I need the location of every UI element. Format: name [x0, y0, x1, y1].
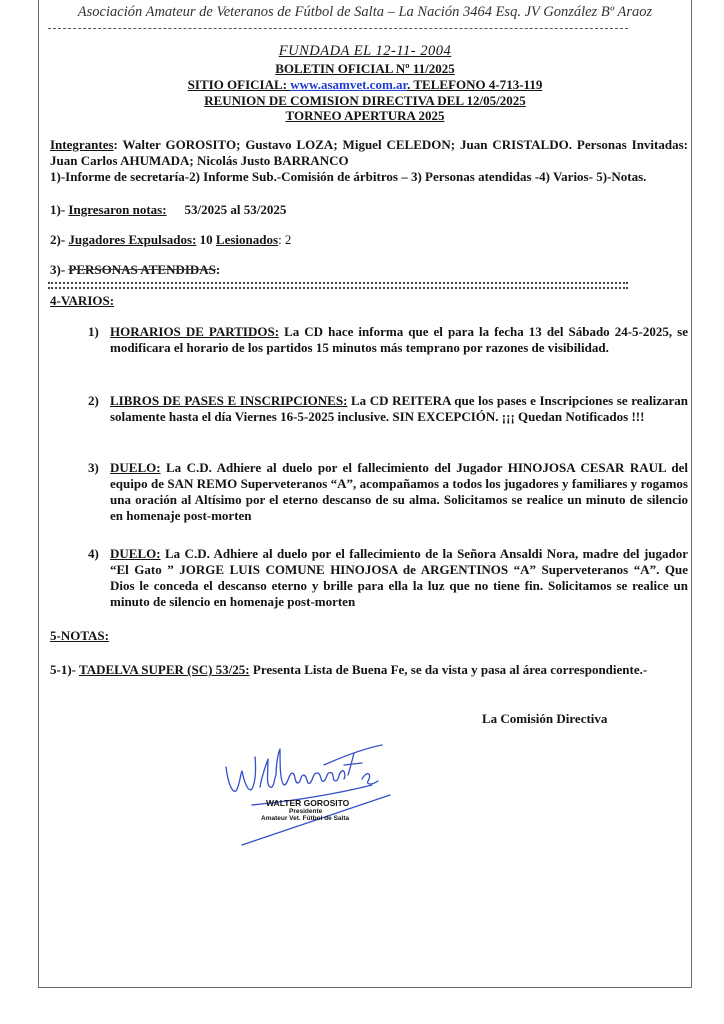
item-1-paragraph	[110, 324, 688, 356]
item-1-text: La CD hace informa que el para la fecha 13 del Sábado 24-5-2025, se modificara el horario de los partidos 15 minutos más temprano por razones de visibilidad.	[110, 324, 688, 355]
lesionados-label: Lesionados	[215, 232, 279, 247]
telefono: . TELEFONO 4-713-119	[407, 77, 543, 92]
nota-5-1-text: Presenta Lista de Buena Fe, se da vista y pasa al área correspondiente.-	[249, 662, 648, 677]
integrantes-label: Integrantes	[50, 137, 114, 152]
section-3-divider-1	[48, 282, 628, 284]
nota-5-1-prefix: 5-1)-	[50, 662, 80, 677]
item-3-paragraph	[110, 460, 688, 524]
reunion-line: REUNION DE COMISION DIRECTIVA DEL 12/05/2025	[204, 93, 526, 108]
signature-role: Presidente	[289, 808, 323, 815]
expulsados-value: 10	[196, 232, 216, 247]
fundada-line: FUNDADA EL 12-11- 2004	[278, 43, 452, 59]
section-2	[50, 232, 688, 248]
item-1-number: 1)	[88, 324, 99, 339]
item-2-number: 2)	[88, 393, 99, 408]
section-1	[50, 202, 688, 218]
section-3-suffix: :	[215, 262, 221, 277]
signature-stroke-w	[226, 757, 256, 791]
section-4-title: 4-VARIOS:	[50, 293, 115, 308]
sitio-label: SITIO OFICIAL:	[187, 77, 291, 92]
boletin-number: BOLETIN OFICIAL Nº 11/2025	[275, 61, 455, 76]
sitio-link[interactable]: www.asamvet.com.ar	[290, 77, 408, 92]
item-4-paragraph	[110, 546, 688, 610]
item-3-label: DUELO:	[110, 460, 161, 475]
integrantes-text: : Walter GOROSITO; Gustavo LOZA; Miguel CELEDON; Juan CRISTALDO. Personas Invitadas: Juan Carlos AHUMADA; Nicolás Justo BARRANCO	[50, 137, 688, 168]
item-4-text: La C.D. Adhiere al duelo por el fallecimiento de la Señora Ansaldi Nora, madre del jugador “El Gato ” JORGE LUIS COMUNE HINOJOSA de ARGENTINOS “A” Superveteranos “A”. Que Dios le conceda el descanso eterno y brille para ella la luz que no tiene fin. Solicitamos se realice un minuto de silencio en homenaje post-morten	[110, 546, 688, 609]
sitio-line	[40, 77, 690, 92]
closing-signoff: La Comisión Directiva	[482, 711, 608, 726]
letterhead-divider	[48, 28, 628, 29]
signature-org: Amateur Vet. Fútbol de Salta	[261, 815, 350, 822]
section-2-prefix: 2)-	[50, 232, 69, 247]
item-2-paragraph	[110, 393, 688, 425]
section-1-value: 53/2025 al 53/2025	[184, 202, 287, 217]
nota-5-1-label: TADELVA SUPER (SC) 53/25:	[79, 662, 250, 677]
integrantes-paragraph	[50, 137, 688, 169]
nota-5-1	[50, 662, 688, 678]
signature-drawing	[222, 735, 392, 850]
section-3	[50, 262, 688, 278]
section-5-title: 5-NOTAS:	[50, 628, 109, 643]
item-2-text: La CD REITERA que los pases e Inscripciones se realizaran solamente hasta el día Viernes 16-5-2025 inclusive. SIN EXCEPCIÓN. ¡¡¡ Quedan Notificados !!!	[110, 393, 688, 424]
section-3-prefix: 3)-	[50, 262, 69, 277]
section-1-prefix: 1)-	[50, 202, 69, 217]
section-3-divider-2	[48, 287, 628, 289]
item-3-number: 3)	[88, 460, 99, 475]
section-1-label: Ingresaron notas:	[68, 202, 167, 217]
lesionados-value: : 2	[278, 232, 292, 247]
letterhead: Asociación Amateur de Veteranos de Fútbol de Salta – La Nación 3464 Esq. JV González Bº Araoz	[77, 4, 653, 20]
signature-stroke-loops	[260, 749, 345, 787]
torneo-line: TORNEO APERTURA 2025	[285, 108, 445, 123]
section-3-label: PERSONAS ATENDIDAS	[68, 262, 216, 277]
signature-stroke-tail	[362, 774, 378, 784]
item-4-label: DUELO:	[110, 546, 161, 561]
item-2-label: LIBROS DE PASES E INSCRIPCIONES:	[110, 393, 348, 408]
orden-del-dia: 1)-Informe de secretaría-2) Informe Sub.-Comisión de árbitros – 3) Personas atendidas -4) Varios- 5)-Notas.	[50, 169, 647, 184]
item-4-number: 4)	[88, 546, 99, 561]
item-1-label: HORARIOS DE PARTIDOS:	[110, 324, 280, 339]
item-3-text: La C.D. Adhiere al duelo por el fallecimiento del Jugador HINOJOSA CESAR RAUL del equipo de SAN REMO Superveteranos “A”, acompañamos a todos los jugadores y familiares y rogamos una oración al Altísimo por el eterno descanso de su alma. Solicitamos se realice un minuto de silencio en homenaje post-morten	[110, 460, 688, 523]
expulsados-label: Jugadores Expulsados:	[68, 232, 197, 247]
signature-name: WALTER GOROSITO	[266, 798, 350, 808]
